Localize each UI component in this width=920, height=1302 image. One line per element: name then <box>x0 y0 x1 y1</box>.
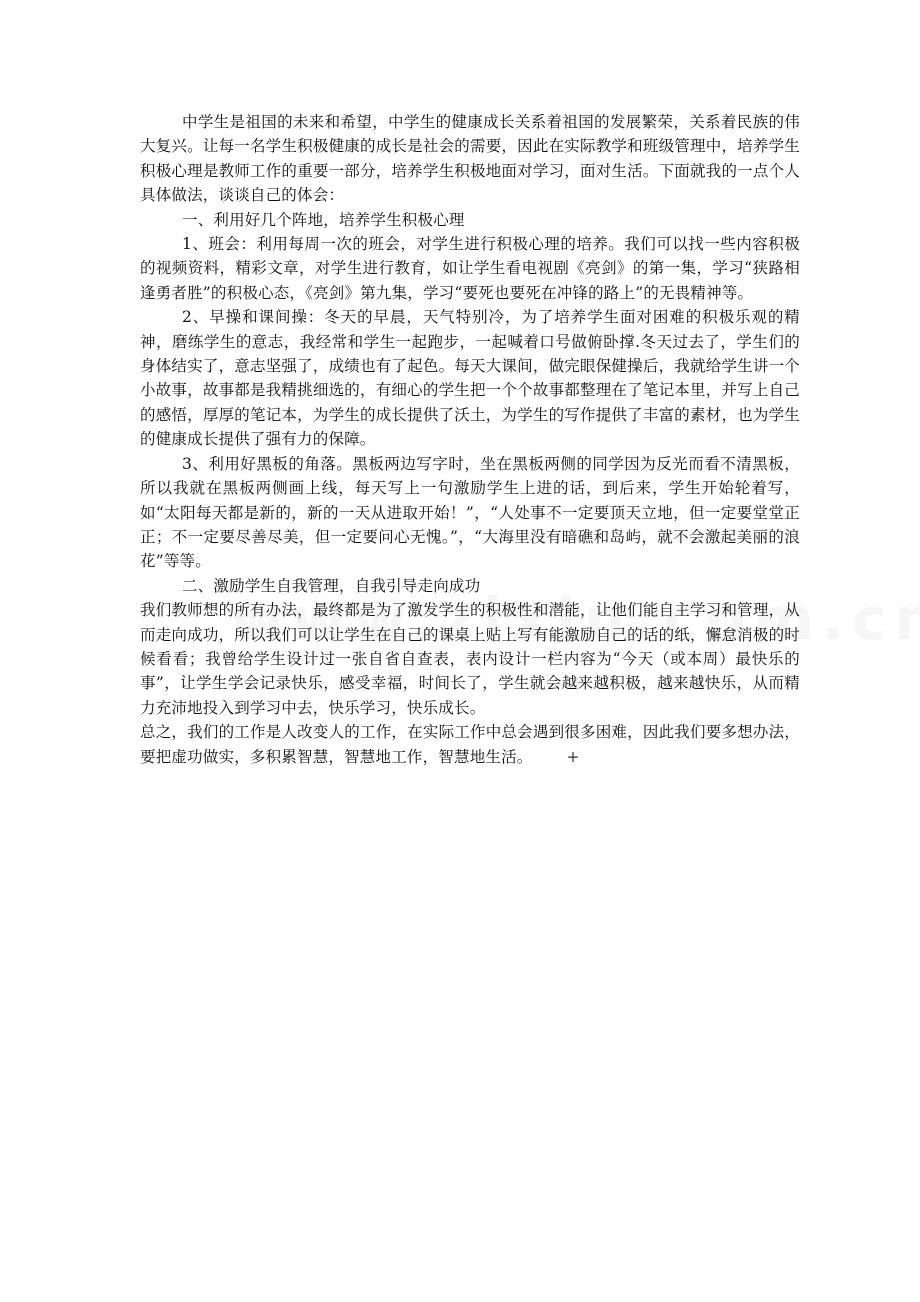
paragraph-conclusion <box>140 720 800 769</box>
paragraph-section-2: 我们教师想的所有办法，最终都是为了激发学生的积极性和潜能，让他们能自主学习和管理，从而走向成功，所以我们可以让学生在自己的课桌上贴上写有能激励自己的话的纸，懈怠消极的时候看看；我曾给学生设计过一张自省自查表，表内设计一栏内容为“今天（或本周）最快乐的事”，让学生学会记录快乐，感受幸福，时间长了，学生就会越来越积极，越来越快乐，从而精力充沛地投入到学习中去，快乐学习，快乐成长。 <box>140 601 800 717</box>
section-heading-1: 一、利用好几个阵地，培养学生积极心理 <box>182 210 465 229</box>
conclusion-text: 总之，我们的工作是人改变人的工作，在实际工作中总会遇到很多困难，因此我们要多想办法，要把虚功做实，多积累智慧，智慧地工作，智慧地生活。 <box>140 723 800 766</box>
section-heading-2: 二、激励学生自我管理，自我引导走向成功 <box>182 576 481 595</box>
paragraph-item-2: 2、早操和课间操：冬天的早晨，天气特别冷，为了培养学生面对困难的积极乐观的精神，磨练学生的意志，我经常和学生一起跑步，一起喊着口号做俯卧撑.冬天过去了，学生们的身体结实了，意志坚强了，成绩也有了起色。每天大课间，做完眼保健操后，我就给学生讲一个小故事，故事都是我精挑细选的，有细心的学生把一个个故事都整理在了笔记本里，并写上自己的感悟，厚厚的笔记本，为学生的成长提供了沃土，为学生的写作提供了丰富的素材，也为学生的健康成长提供了强有力的保障。 <box>140 308 800 449</box>
paragraph-item-1: 1、班会：利用每周一次的班会，对学生进行积极心理的培养。我们可以找一些内容积极的视频资料，精彩文章，对学生进行教育，如让学生看电视剧《亮剑》的第一集，学习“狭路相逢勇者胜”的积极心态，《亮剑》第九集，学习“要死也要死在冲锋的路上”的无畏精神等。 <box>140 235 800 302</box>
trailing-mark: + <box>566 747 580 766</box>
paragraph-item-3: 3、利用好黑板的角落。黑板两边写字时，坐在黑板两侧的同学因为反光而看不清黑板，所以我就在黑板两侧画上线，每天写上一句激励学生上进的话，到后来，学生开始轮着写，如“太阳每天都是新的，新的一天从进取开始！”，“人处事不一定要顶天立地，但一定要堂堂正正；不一定要尽善尽美，但一定要问心无愧。”，“大海里没有暗礁和岛屿，就不会激起美丽的浪花”等等。 <box>140 454 800 571</box>
document-body <box>140 110 800 769</box>
paragraph-intro: 中学生是祖国的未来和希望，中学生的健康成长关系着祖国的发展繁荣，关系着民族的伟大复兴。让每一名学生积极健康的成长是社会的需要，因此在实际教学和班级管理中，培养学生积极心理是教师工作的重要一部分，培养学生积极地面对学习，面对生活。下面就我的一点个人具体做法，谈谈自己的体会： <box>140 113 800 205</box>
